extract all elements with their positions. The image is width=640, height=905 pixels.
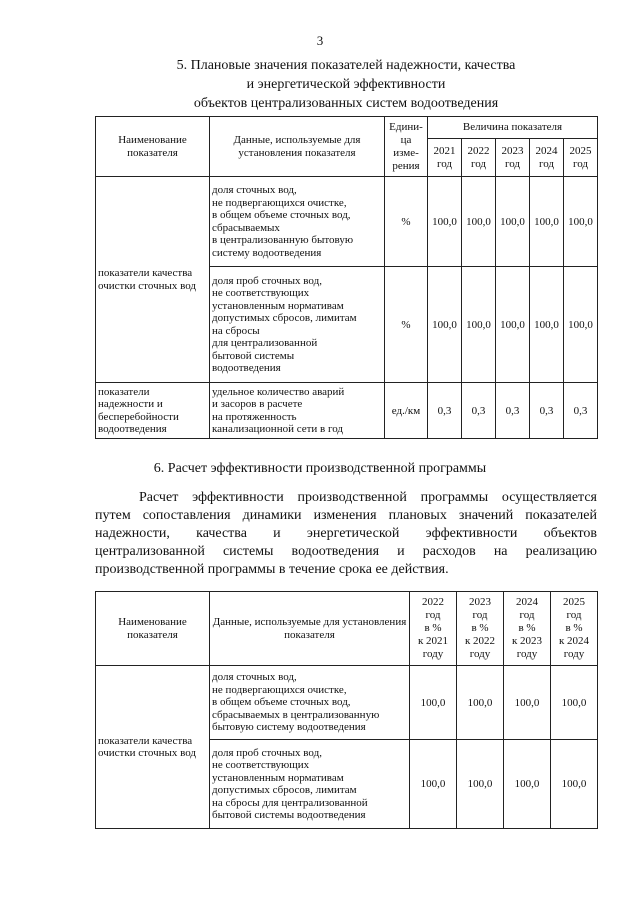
year-line: году — [563, 648, 585, 660]
header-year — [462, 139, 496, 177]
unit-line: изме- — [393, 146, 419, 159]
value-cell: 100,0 — [462, 267, 496, 383]
year: 2025 — [563, 596, 585, 608]
data-cell — [210, 740, 410, 829]
year: 2024 — [516, 596, 538, 608]
data-line: сбрасываемых — [212, 221, 280, 234]
data-cell — [210, 383, 385, 439]
data-line: бытовую систему водоотведения — [212, 721, 366, 734]
header-year — [496, 139, 530, 177]
title-line: объектов централизованных систем водоотведения — [193, 96, 499, 111]
value-cell: 100,0 — [530, 267, 564, 383]
value-cell: 100,0 — [564, 177, 598, 267]
header-data: Данные, используемые для установления показателя — [210, 592, 410, 666]
value-cell: 100,0 — [496, 267, 530, 383]
header-year-ratio — [457, 592, 504, 666]
data-cell — [210, 267, 385, 383]
header-unit — [385, 117, 428, 177]
data-line: водоотведения — [212, 362, 281, 374]
title-line: 5. Плановые значения показателей надежности, качества — [176, 58, 516, 73]
year-suffix: год — [573, 157, 589, 170]
data-line: на протяженность — [212, 410, 297, 423]
paragraph-line: централизованной системы водоотведения и расходов на реализацию — [95, 544, 597, 559]
year-line: год — [425, 609, 441, 621]
year: 2025 — [569, 144, 592, 157]
year-line: год — [472, 609, 488, 621]
data-cell — [210, 666, 410, 740]
table-row — [96, 177, 598, 267]
year-line: год — [519, 609, 535, 621]
data-line: установленным нормативам — [212, 771, 344, 784]
data-line: доля сточных вод, — [212, 184, 297, 196]
paragraph-line: производственной программы в течение срока ее действия. — [95, 562, 449, 577]
title-line: и энергетической эффективности — [246, 77, 446, 92]
data-line: допустимых сбросов, лимитам — [212, 784, 357, 796]
value-cell: 100,0 — [551, 740, 598, 829]
data-line: канализационной сети в год — [212, 423, 344, 435]
data-line: и засоров в расчете — [212, 398, 303, 410]
data-line: не соответствующих — [212, 759, 310, 771]
year: 2021 — [433, 144, 456, 157]
header-value: Величина показателя — [428, 117, 598, 139]
header-data: Данные, используемые для установления показателя — [210, 117, 385, 177]
year-line: к 2024 — [558, 635, 590, 647]
table-row — [96, 666, 598, 740]
value-cell: 100,0 — [428, 177, 462, 267]
data-line: бытовой системы — [212, 349, 295, 362]
data-line: систему водоотведения — [212, 246, 322, 259]
unit-cell: ед./км — [385, 383, 428, 439]
paragraph-line: надежности, качества и энергетической эффективности объектов — [95, 526, 597, 541]
data-line: для централизованной — [212, 337, 318, 349]
data-line: доля проб сточных вод, — [212, 746, 322, 759]
year-line: в % — [471, 622, 489, 634]
header-year-ratio — [551, 592, 598, 666]
value-cell: 0,3 — [428, 383, 462, 439]
year-line: к 2022 — [464, 635, 496, 647]
header-year — [564, 139, 598, 177]
paragraph-line: путем сопоставления динамики изменения плановых значений показателей — [95, 508, 597, 523]
year-suffix: год — [470, 157, 487, 170]
data-line: допустимых сбросов, лимитам — [212, 312, 357, 324]
data-line: удельное количество аварий — [212, 385, 345, 398]
year-line: году — [516, 648, 538, 660]
year-suffix: год — [436, 157, 453, 170]
data-line: сбрасываемых в централизованную — [212, 708, 380, 721]
value-cell: 100,0 — [496, 177, 530, 267]
header-name: Наименование показателя — [96, 117, 210, 177]
data-cell — [210, 177, 385, 267]
section-6-title: 6. Расчет эффективности производственной программы — [153, 461, 487, 476]
unit-line: Едини- — [389, 120, 423, 133]
value-cell: 100,0 — [457, 740, 504, 829]
efficiency-table — [95, 591, 598, 829]
unit-cell: % — [385, 267, 428, 383]
data-line: в общем объеме сточных вод, — [212, 696, 351, 709]
page-number: 3 — [316, 33, 324, 48]
header-year — [530, 139, 564, 177]
year: 2023 — [469, 596, 491, 608]
section-6-paragraph — [95, 489, 597, 579]
header-year — [428, 139, 462, 177]
year: 2024 — [535, 144, 558, 157]
unit-cell: % — [385, 177, 428, 267]
data-line: установленным нормативам — [212, 299, 344, 312]
year-line: к 2023 — [511, 635, 543, 647]
value-cell: 100,0 — [457, 666, 504, 740]
data-line: доля проб сточных вод, — [212, 274, 322, 287]
value-cell: 100,0 — [410, 740, 457, 829]
year: 2022 — [467, 144, 490, 157]
paragraph-line: Расчет эффективности производственной программы осуществляется — [139, 490, 597, 505]
group-name: показатели качества очистки сточных вод — [96, 177, 210, 383]
value-cell: 100,0 — [410, 666, 457, 740]
value-cell: 100,0 — [530, 177, 564, 267]
data-line: в централизованную бытовую — [212, 234, 354, 246]
section-5-title — [96, 56, 596, 113]
group-name: показатели качества очистки сточных вод — [96, 666, 210, 829]
planned-values-table — [95, 116, 598, 439]
year-line: в % — [518, 622, 536, 634]
value-cell: 100,0 — [551, 666, 598, 740]
header-year-ratio — [504, 592, 551, 666]
data-line: не соответствующих — [212, 287, 310, 299]
data-line: на сбросы — [212, 324, 260, 337]
value-cell: 0,3 — [462, 383, 496, 439]
header-year-ratio — [410, 592, 457, 666]
data-line: бытовой системы водоотведения — [212, 809, 366, 821]
year-suffix: год — [538, 157, 555, 170]
value-cell: 0,3 — [496, 383, 530, 439]
value-cell: 100,0 — [428, 267, 462, 383]
header-name: Наименование показателя — [96, 592, 210, 666]
year-line: году — [469, 648, 491, 660]
data-line: не подвергающихся очистке, — [212, 196, 347, 209]
data-line: в общем объеме сточных вод, — [212, 209, 351, 221]
value-cell: 0,3 — [564, 383, 598, 439]
year-line: в % — [565, 622, 583, 634]
value-cell: 100,0 — [504, 740, 551, 829]
unit-line: рения — [392, 159, 420, 172]
year-line: в % — [424, 622, 442, 634]
value-cell: 100,0 — [564, 267, 598, 383]
data-line: на сбросы для централизованной — [212, 796, 368, 809]
year-line: году — [422, 648, 444, 660]
table-row — [96, 383, 598, 439]
data-line: доля сточных вод, — [212, 671, 297, 684]
group-name: показатели надежности и бесперебойности водоотведения — [96, 383, 210, 439]
value-cell: 0,3 — [530, 383, 564, 439]
data-line: не подвергающихся очистке, — [212, 683, 347, 696]
year-line: к 2021 — [417, 635, 449, 647]
year-line: год — [566, 609, 582, 621]
unit-line: ца — [400, 133, 412, 146]
year: 2022 — [422, 596, 444, 608]
year: 2023 — [501, 144, 524, 157]
year-suffix: год — [504, 157, 521, 170]
value-cell: 100,0 — [504, 666, 551, 740]
value-cell: 100,0 — [462, 177, 496, 267]
